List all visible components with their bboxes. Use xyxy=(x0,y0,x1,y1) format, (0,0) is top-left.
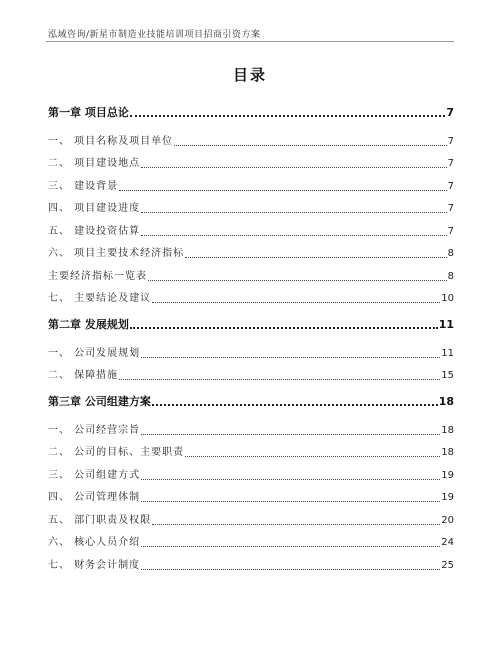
toc-section-entry[interactable] xyxy=(48,460,454,483)
toc-entry-label: 六、 项目主要技术经济指标 xyxy=(48,248,185,259)
toc-entry-page-number: 10 xyxy=(441,293,454,304)
toc-entry-label: 二、 项目建设地点 xyxy=(48,158,141,169)
toc-section-entry[interactable] xyxy=(48,505,454,528)
dot-leader xyxy=(185,456,440,457)
toc-section-entry[interactable] xyxy=(48,284,454,307)
dot-leader xyxy=(130,327,438,329)
toc-chapter-entry[interactable] xyxy=(48,387,454,409)
toc-chapter-entry[interactable] xyxy=(48,310,454,332)
dot-leader xyxy=(141,501,440,502)
toc-section-entry[interactable] xyxy=(48,528,454,551)
toc-entry-label: 五、 建设投资估算 xyxy=(48,225,141,237)
toc-entry-label: 四、 公司管理体制 xyxy=(48,492,141,503)
dot-leader xyxy=(141,569,440,570)
toc-entry-label: 二、 公司的目标、主要职责 xyxy=(48,447,185,458)
toc-entry-label: 一、 公司发展规划 xyxy=(48,347,141,359)
toc-entry-label: 一、 公司经营宗旨 xyxy=(48,424,141,436)
toc-entry-page-number: 7 xyxy=(447,203,454,214)
dot-leader xyxy=(141,546,440,547)
dot-leader xyxy=(119,379,440,380)
toc-entry-label: 七、 财务会计制度 xyxy=(48,559,141,571)
toc-entry-page-number: 11 xyxy=(438,318,454,331)
toc-entry-label: 主要经济指标一览表 xyxy=(48,270,147,282)
toc-entry-label: 第二章 发展规划 xyxy=(48,318,129,331)
dot-leader xyxy=(141,479,440,480)
toc-section-entry[interactable] xyxy=(48,261,454,284)
toc-section-entry[interactable] xyxy=(48,483,454,506)
toc-entry-label: 六、 核心人员介绍 xyxy=(48,537,141,548)
toc-section-entry[interactable] xyxy=(48,338,454,361)
dot-leader xyxy=(141,235,446,236)
toc-entry-label: 七、 主要结论及建议 xyxy=(48,293,152,304)
toc-entry-label: 第三章 公司组建方案 xyxy=(48,395,151,408)
toc-entry-page-number: 7 xyxy=(447,135,454,147)
toc-section-entry[interactable] xyxy=(48,415,454,438)
dot-leader xyxy=(141,357,440,358)
dot-leader xyxy=(185,257,446,258)
toc-entry-page-number: 19 xyxy=(441,469,454,481)
toc-section-entry[interactable] xyxy=(48,239,454,262)
toc-entry-page-number: 8 xyxy=(447,248,454,259)
toc-entry-page-number: 7 xyxy=(447,225,454,237)
toc-entry-page-number: 7 xyxy=(447,180,454,192)
table-of-contents xyxy=(48,94,454,573)
dot-leader xyxy=(152,524,440,525)
header-rule xyxy=(46,41,454,42)
dot-leader xyxy=(148,280,447,281)
toc-section-entry[interactable] xyxy=(48,550,454,573)
toc-entry-page-number: 18 xyxy=(438,395,454,408)
toc-entry-page-number: 7 xyxy=(447,158,454,169)
toc-chapter-entry[interactable] xyxy=(48,98,454,120)
toc-section-entry[interactable] xyxy=(48,149,454,172)
toc-entry-page-number: 7 xyxy=(446,106,454,119)
toc-entry-label: 第一章 项目总论 xyxy=(48,106,129,119)
dot-leader xyxy=(130,115,446,117)
toc-section-entry[interactable] xyxy=(48,194,454,217)
dot-leader xyxy=(141,434,440,435)
toc-entry-page-number: 18 xyxy=(441,447,454,458)
toc-entry-label: 五、 部门职责及权限 xyxy=(48,514,152,526)
toc-entry-label: 四、 项目建设进度 xyxy=(48,203,141,214)
toc-entry-page-number: 25 xyxy=(441,559,454,571)
toc-entry-page-number: 19 xyxy=(441,492,454,503)
dot-leader xyxy=(152,302,440,303)
toc-entry-label: 一、 项目名称及项目单位 xyxy=(48,135,174,147)
toc-entry-page-number: 15 xyxy=(441,370,454,381)
toc-section-entry[interactable] xyxy=(48,216,454,239)
toc-section-entry[interactable] xyxy=(48,126,454,149)
dot-leader xyxy=(119,190,446,191)
toc-entry-label: 三、 公司组建方式 xyxy=(48,469,141,481)
dot-leader xyxy=(141,212,446,213)
toc-entry-page-number: 8 xyxy=(447,270,454,282)
toc-entry-label: 三、 建设背景 xyxy=(48,180,119,192)
toc-section-entry[interactable] xyxy=(48,171,454,194)
toc-title: 目录 xyxy=(232,66,267,84)
toc-section-entry[interactable] xyxy=(48,438,454,461)
dot-leader xyxy=(174,145,446,146)
dot-leader xyxy=(141,167,446,168)
toc-entry-page-number: 20 xyxy=(441,514,454,526)
toc-entry-label: 二、 保障措施 xyxy=(48,370,119,381)
toc-entry-page-number: 11 xyxy=(441,347,454,359)
toc-entry-page-number: 24 xyxy=(441,537,454,548)
dot-leader xyxy=(152,404,438,406)
toc-entry-page-number: 18 xyxy=(441,424,454,436)
toc-section-entry[interactable] xyxy=(48,361,454,384)
page-header: 泓域咨询/新星市制造业技能培训项目招商引资方案 xyxy=(48,30,261,40)
